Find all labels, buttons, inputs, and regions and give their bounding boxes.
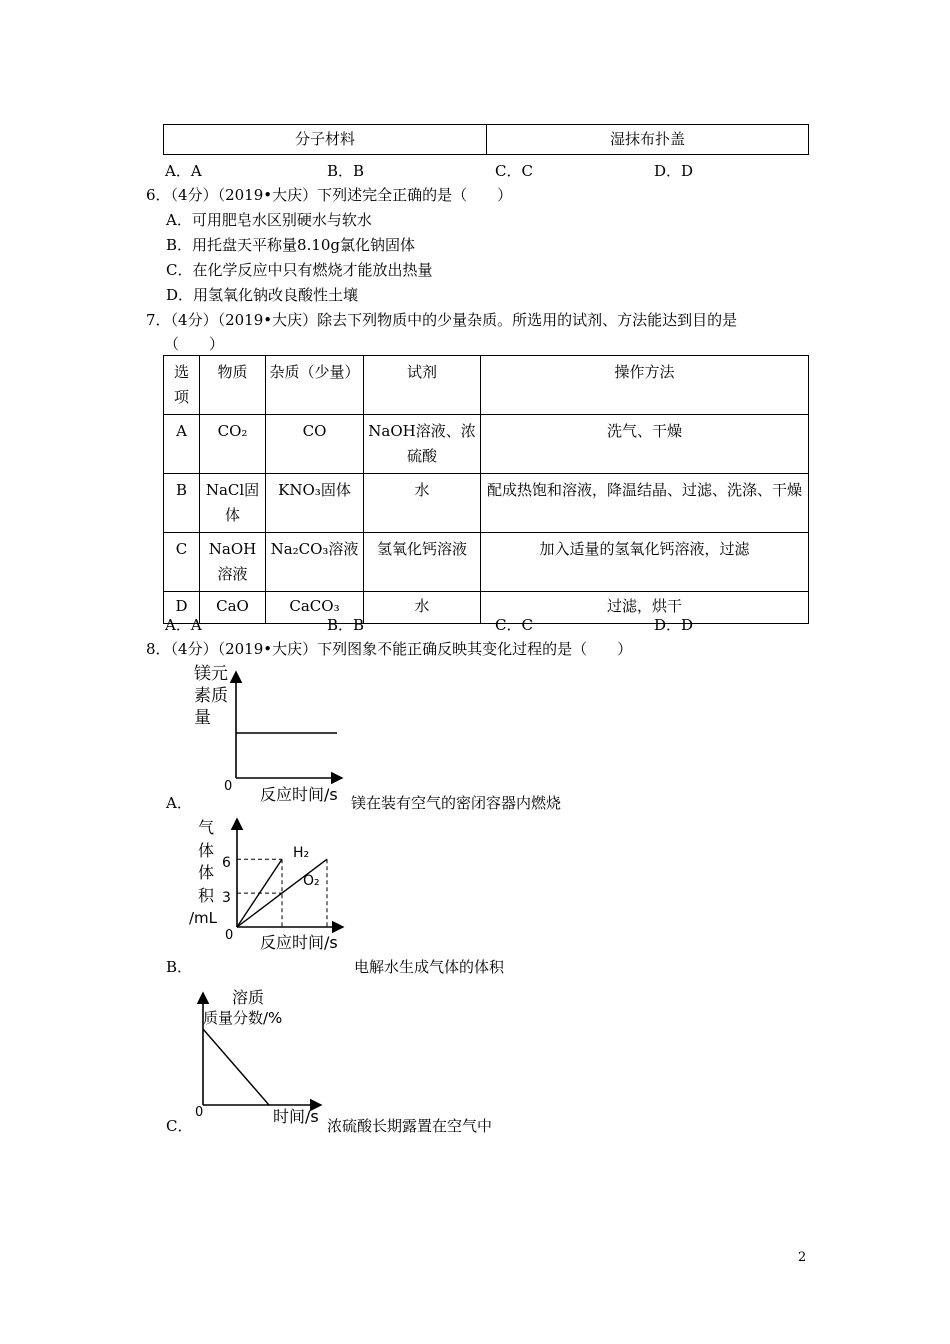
q6-stem: 6．（4分）（2019•大庆）下列述完全正确的是（ ）	[146, 186, 513, 204]
x-axis-label: 反应时间/s	[260, 933, 338, 952]
y-axis-label-line: 积	[198, 886, 215, 905]
q5-table	[163, 124, 809, 155]
option: C．C	[495, 616, 533, 634]
table-cell: Na₂CO₃溶液	[266, 533, 364, 592]
y-axis-label-line: 素质	[194, 686, 228, 706]
option: D．D	[654, 162, 694, 180]
option: B．B	[327, 162, 365, 180]
page-number: 2	[798, 1250, 807, 1265]
table-cell: 配成热饱和溶液，降温结晶、过滤、洗涤、干燥	[481, 474, 809, 533]
x-axis-label: 时间/s	[273, 1107, 319, 1126]
chart-c	[185, 985, 330, 1130]
series-label-o2: O₂	[303, 873, 320, 889]
table-cell: NaCl固体	[200, 474, 266, 533]
q8-option-c-label: C．	[166, 1117, 193, 1135]
q7-options	[165, 614, 725, 634]
q8-stem: 8．（4分）（2019•大庆）下列图象不能正确反映其变化过程的是（ ）	[146, 640, 633, 658]
y-axis-label-line: 体	[198, 863, 215, 882]
table-cell: B	[164, 474, 200, 533]
y-axis-label-line: 量	[194, 708, 211, 728]
y-tick-label: 6	[222, 855, 231, 871]
chart-b	[185, 815, 350, 955]
origin-label: 0	[224, 779, 233, 794]
header-cell: 物质	[200, 356, 266, 415]
y-axis-label-line: 质量分数/%	[203, 1009, 283, 1027]
table-cell: 分子材料	[164, 125, 487, 155]
table-row	[164, 474, 809, 533]
chart-a-caption: 镁在装有空气的密闭容器内燃烧	[351, 794, 562, 812]
y-axis-label-line: 镁元	[194, 664, 228, 684]
table-cell: NaOH溶液、浓硫酸	[364, 415, 481, 474]
header-cell: 操作方法	[481, 356, 809, 415]
chart-c-caption: 浓硫酸长期露置在空气中	[327, 1117, 493, 1135]
q6-choice: B．用托盘天平称量8.10g氯化钠固体	[166, 236, 416, 254]
table-cell: CaO	[200, 592, 266, 624]
table-cell: KNO₃固体	[266, 474, 364, 533]
table-cell: 加入适量的氢氧化钙溶液，过滤	[481, 533, 809, 592]
table-cell: CO	[266, 415, 364, 474]
y-tick-label: 3	[222, 890, 231, 906]
q7-table	[163, 355, 809, 624]
table-cell: NaOH溶液	[200, 533, 266, 592]
table-row	[164, 415, 809, 474]
q7-stem: 7．（4分）（2019•大庆）除去下列物质中的少量杂质。所选用的试剂、方法能达到目的是	[146, 311, 738, 329]
table-cell: 过滤，烘干	[481, 592, 809, 624]
table-row	[164, 533, 809, 592]
chart-b-caption: 电解水生成气体的体积	[354, 958, 505, 976]
header-cell: 试剂	[364, 356, 481, 415]
table-cell: CO₂	[200, 415, 266, 474]
option: B．B	[327, 616, 365, 634]
origin-label: 0	[225, 928, 234, 943]
q8-option-b-label: B．	[166, 958, 193, 976]
table-cell: C	[164, 533, 200, 592]
series-line	[203, 1029, 269, 1105]
y-axis-label-line: 溶质	[232, 988, 265, 1007]
table-cell: A	[164, 415, 200, 474]
q7-stem-paren: （ ）	[164, 335, 225, 353]
origin-label: 0	[195, 1105, 204, 1120]
table-cell: D	[164, 592, 200, 624]
option: C．C	[495, 162, 533, 180]
y-axis-label-line: /mL	[189, 909, 218, 927]
chart-b-marks	[237, 859, 327, 927]
table-cell: 水	[364, 592, 481, 624]
header-cell: 选项	[164, 356, 200, 415]
option: D．D	[654, 616, 694, 634]
table-cell: 洗气、干燥	[481, 415, 809, 474]
q8-option-a-label: A．	[166, 794, 192, 812]
option: A．A	[165, 616, 202, 634]
table-header-row	[164, 356, 809, 415]
q5-options	[165, 160, 725, 180]
table-cell: 湿抹布扑盖	[487, 125, 809, 155]
q6-choice: D．用氢氧化钠改良酸性土壤	[166, 286, 359, 304]
table-row	[164, 125, 809, 155]
option: A．A	[165, 162, 202, 180]
series-label-h2: H₂	[293, 845, 310, 861]
y-axis-label-line: 体	[198, 841, 215, 860]
y-axis-label-line: 气	[198, 818, 215, 837]
table-cell: 水	[364, 474, 481, 533]
x-axis-label: 反应时间/s	[260, 785, 338, 804]
q6-choice: A．可用肥皂水区别硬水与软水	[166, 211, 372, 229]
q6-choice: C．在化学反应中只有燃烧才能放出热量	[166, 261, 433, 279]
header-cell: 杂质（少量）	[266, 356, 364, 415]
table-cell: CaCO₃	[266, 592, 364, 624]
chart-a	[180, 660, 350, 808]
table-cell: 氢氧化钙溶液	[364, 533, 481, 592]
